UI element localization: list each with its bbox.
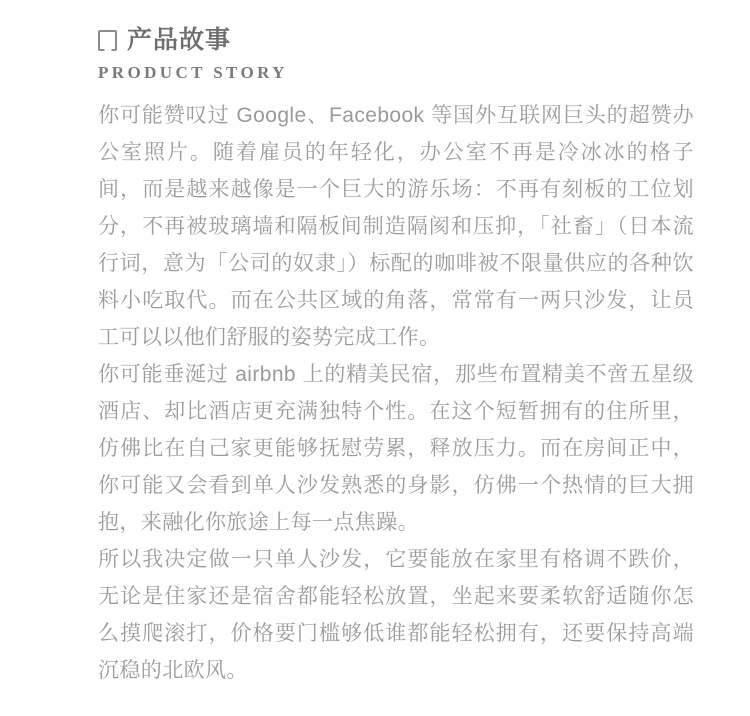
- story-body: [98, 97, 694, 689]
- story-paragraph: 你可能垂涎过 airbnb 上的精美民宿，那些布置精美不啻五星级酒店、却比酒店更充满独特个性。在这个短暂拥有的住所里，仿佛比在自己家更能够抚慰劳累，释放压力。而在房间正中，你可能又会看到单人沙发熟悉的身影，仿佛一个热情的巨大拥抱，来融化你旅途上每一点焦躁。: [98, 363, 694, 534]
- story-paragraph: 所以我决定做一只单人沙发，它要能放在家里有格调不跌价，无论是住家还是宿舍都能轻松放置，坐起来要柔软舒适随你怎么摸爬滚打，价格要门槛够低谁都能轻松拥有，还要保持高端沉稳的北欧风。: [98, 548, 694, 682]
- section-heading: [98, 28, 694, 53]
- story-paragraph: 你可能赞叹过 Google、Facebook 等国外互联网巨头的超赞办公室照片。随着雇员的年轻化，办公室不再是冷冰冰的格子间，而是越来越像是一个巨大的游乐场：不再有刻板的工位划分，不再被玻璃墙和隔板间制造隔阂和压抑，「社畜」（日本流行词，意为「公司的奴隶」）标配的咖啡被不限量供应的各种饮料小吃取代。而在公共区域的角落，常常有一两只沙发，让员工可以以他们舒服的姿势完成工作。: [98, 104, 694, 349]
- document-outline-icon: [98, 30, 117, 51]
- page-title: 产品故事: [127, 26, 232, 54]
- page-subtitle: PRODUCT STORY: [98, 63, 288, 82]
